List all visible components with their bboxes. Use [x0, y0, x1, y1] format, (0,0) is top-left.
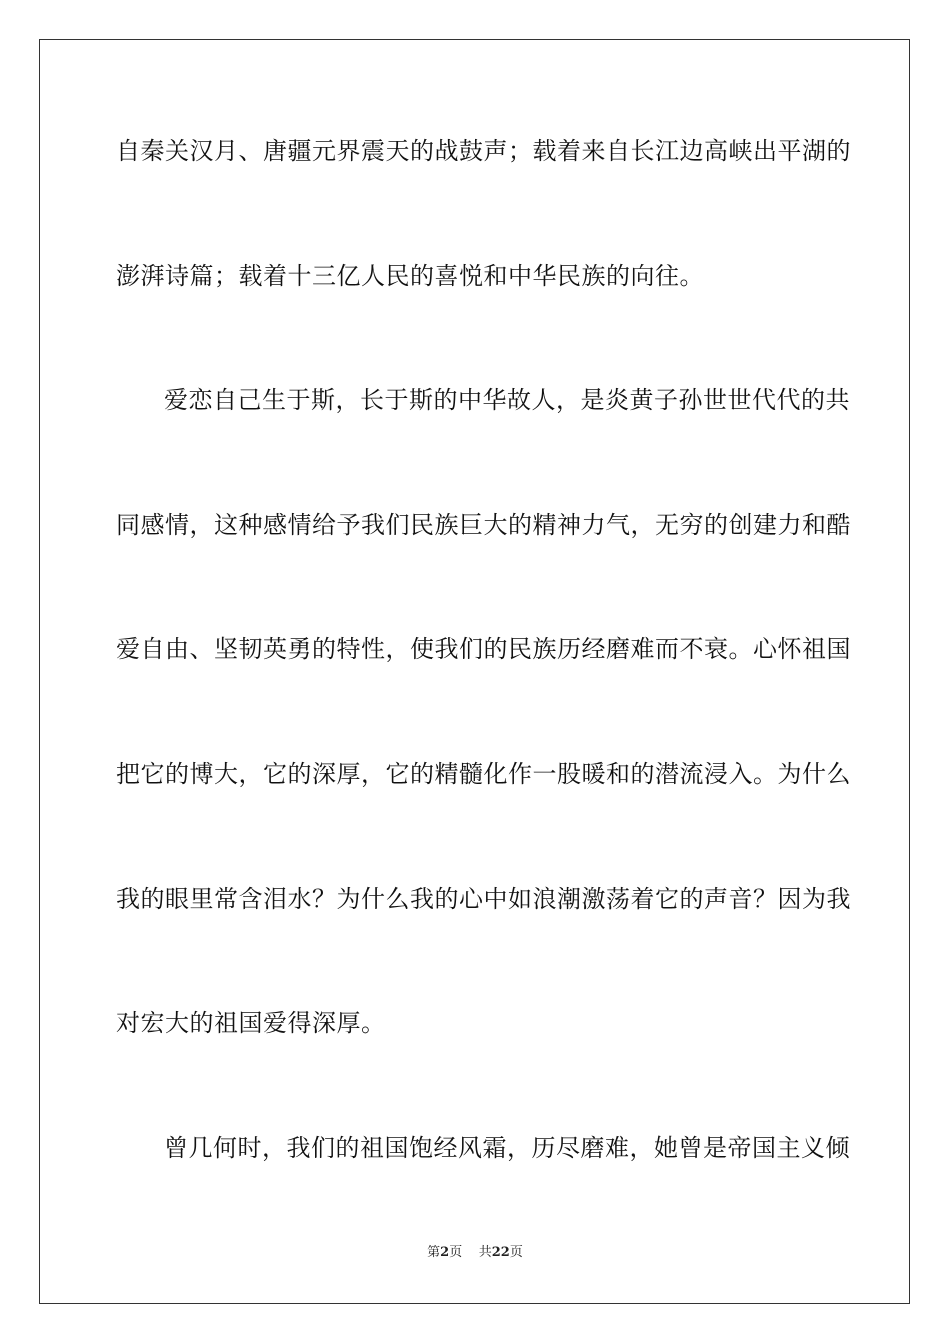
footer-total-pages: 22	[491, 1245, 510, 1260]
paragraph-start-line: 爱恋自己生于斯，长于斯的中华故人，是炎黄子孙世世代代的共	[164, 386, 850, 414]
text-line: 同感情，这种感情给予我们民族巨大的精神力气，无穷的创建力和酷	[116, 511, 851, 539]
text-line: 澎湃诗篇；载着十三亿人民的喜悦和中华民族的向往。	[116, 262, 704, 290]
text-line: 自秦关汉月、唐疆元界震天的战鼓声；载着来自长江边高峡出平湖的	[116, 137, 851, 165]
text-line: 对宏大的祖国爱得深厚。	[116, 1009, 386, 1037]
text-line: 我的眼里常含泪水？为什么我的心中如浪潮激荡着它的声音？因为我	[116, 885, 851, 913]
footer-total-prefix: 共	[478, 1245, 492, 1260]
footer-total-suffix: 页	[509, 1245, 523, 1260]
footer-page-suffix: 页	[449, 1245, 463, 1260]
text-line: 把它的博大，它的深厚，它的精髓化作一股暖和的潜流浸入。为什么	[116, 760, 851, 788]
paragraph-start-line: 曾几何时，我们的祖国饱经风霜，历尽磨难，她曾是帝国主义倾	[164, 1134, 850, 1162]
text-line: 爱自由、坚韧英勇的特性，使我们的民族历经磨难而不衰。心怀祖国	[116, 635, 851, 663]
footer-page-number: 2	[440, 1245, 450, 1260]
footer-page-prefix: 第	[427, 1245, 441, 1260]
page-footer	[0, 1245, 950, 1261]
page-border	[39, 39, 910, 1304]
